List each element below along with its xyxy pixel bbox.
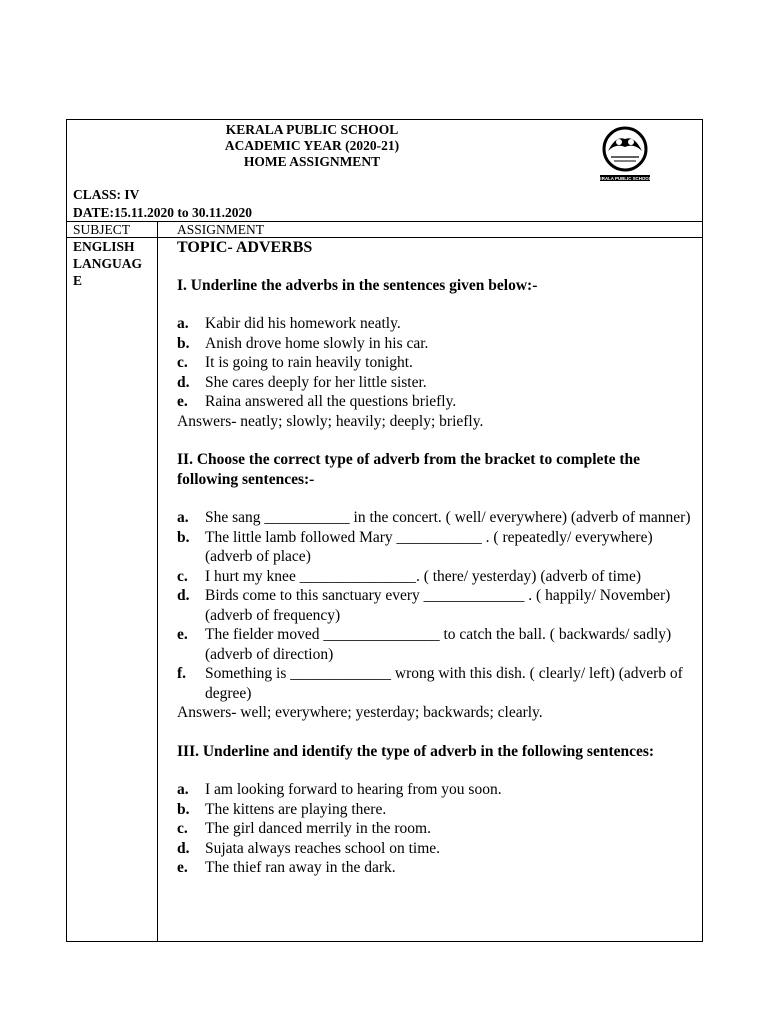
item-text: She sang ___________ in the concert. ( well/ everywhere) (adverb of manner) — [205, 509, 691, 526]
subject-line: LANGUAG — [73, 256, 143, 271]
item-text: The fielder moved _______________ to catch the ball. ( backwards/ sadly) (adverb of direction) — [205, 626, 672, 663]
item-letter: e. — [177, 859, 188, 876]
school-logo-icon — [594, 125, 656, 187]
list-item — [177, 858, 697, 878]
item-text: The little lamb followed Mary ___________ . ( repeatedly/ everywhere) (adverb of place) — [205, 528, 653, 565]
assignment-content — [177, 238, 697, 878]
school-name: KERALA PUBLIC SCHOOL — [225, 122, 399, 137]
item-letter: f. — [177, 665, 187, 682]
subject-cell — [73, 238, 153, 289]
section-heading: III. Underline and identify the type of adverb in the following sentences: — [177, 742, 655, 760]
list-item — [177, 586, 697, 625]
table-top-rule — [67, 221, 702, 222]
item-text: Kabir did his homework neatly. — [205, 315, 401, 332]
list-item — [177, 664, 697, 703]
date-label: DATE:15.11.2020 to 30.11.2020 — [73, 205, 253, 220]
question-list — [177, 314, 697, 412]
column-divider — [157, 221, 158, 941]
class-label: CLASS: IV — [73, 187, 140, 202]
list-item — [177, 334, 697, 354]
subject-line: ENGLISH — [73, 239, 135, 254]
item-letter: b. — [177, 528, 190, 546]
item-letter: e. — [177, 626, 188, 643]
answers-line: Answers- well; everywhere; yesterday; backwards; clearly. — [177, 704, 543, 721]
list-item — [177, 567, 697, 587]
item-letter: d. — [177, 839, 190, 857]
topic-heading: TOPIC- ADVERBS — [177, 239, 313, 256]
list-item — [177, 373, 697, 393]
item-text: I hurt my knee _______________. ( there/ yesterday) (adverb of time) — [205, 567, 642, 585]
item-text: It is going to rain heavily tonight. — [205, 354, 413, 371]
item-letter: e. — [177, 393, 188, 410]
item-letter: c. — [177, 354, 188, 371]
subject-line: E — [73, 273, 83, 288]
item-letter: a. — [177, 781, 189, 798]
list-item — [177, 819, 697, 839]
list-item — [177, 625, 697, 664]
list-item — [177, 780, 697, 800]
item-text: Sujata always reaches school on time. — [205, 839, 441, 857]
logo-caption: KERALA PUBLIC SCHOOLS — [595, 176, 655, 181]
list-item — [177, 839, 697, 859]
item-letter: d. — [177, 373, 190, 391]
item-letter: c. — [177, 567, 188, 585]
list-item — [177, 508, 697, 528]
item-text: I am looking forward to hearing from you soon. — [205, 781, 502, 798]
list-item — [177, 314, 697, 334]
item-letter: b. — [177, 334, 190, 352]
section-heading: II. Choose the correct type of adverb from the bracket to complete the following sentences:- — [177, 451, 641, 488]
item-text: Something is _____________ wrong with this dish. ( clearly/ left) (adverb of degree) — [205, 665, 683, 702]
assignment-title: HOME ASSIGNMENT — [243, 154, 381, 169]
assignment-table — [66, 119, 703, 942]
item-text: Birds come to this sanctuary every _____________ . ( happily/ November) (adverb of frequency) — [205, 587, 671, 624]
item-text: The kittens are playing there. — [205, 800, 387, 818]
question-list — [177, 780, 697, 878]
school-title-block — [67, 122, 557, 170]
item-text: The thief ran away in the dark. — [205, 859, 396, 876]
item-text: Raina answered all the questions briefly. — [205, 393, 457, 410]
list-item — [177, 528, 697, 567]
answers-line: Answers- neatly; slowly; heavily; deeply; briefly. — [177, 412, 484, 430]
section-heading: I. Underline the adverbs in the sentences given below:- — [177, 276, 538, 294]
item-letter: a. — [177, 315, 189, 332]
subject-column-header: SUBJECT — [73, 222, 131, 237]
item-letter: a. — [177, 509, 189, 526]
academic-year: ACADEMIC YEAR (2020-21) — [224, 138, 400, 153]
item-letter: d. — [177, 587, 190, 604]
item-text: She cares deeply for her little sister. — [205, 373, 427, 391]
question-list — [177, 508, 697, 703]
item-letter: b. — [177, 800, 190, 818]
list-item — [177, 800, 697, 820]
list-item — [177, 392, 697, 412]
assignment-column-header: ASSIGNMENT — [177, 222, 265, 237]
item-letter: c. — [177, 820, 188, 837]
document-header — [67, 120, 702, 220]
list-item — [177, 353, 697, 373]
item-text: The girl danced merrily in the room. — [205, 820, 431, 837]
item-text: Anish drove home slowly in his car. — [205, 334, 429, 352]
